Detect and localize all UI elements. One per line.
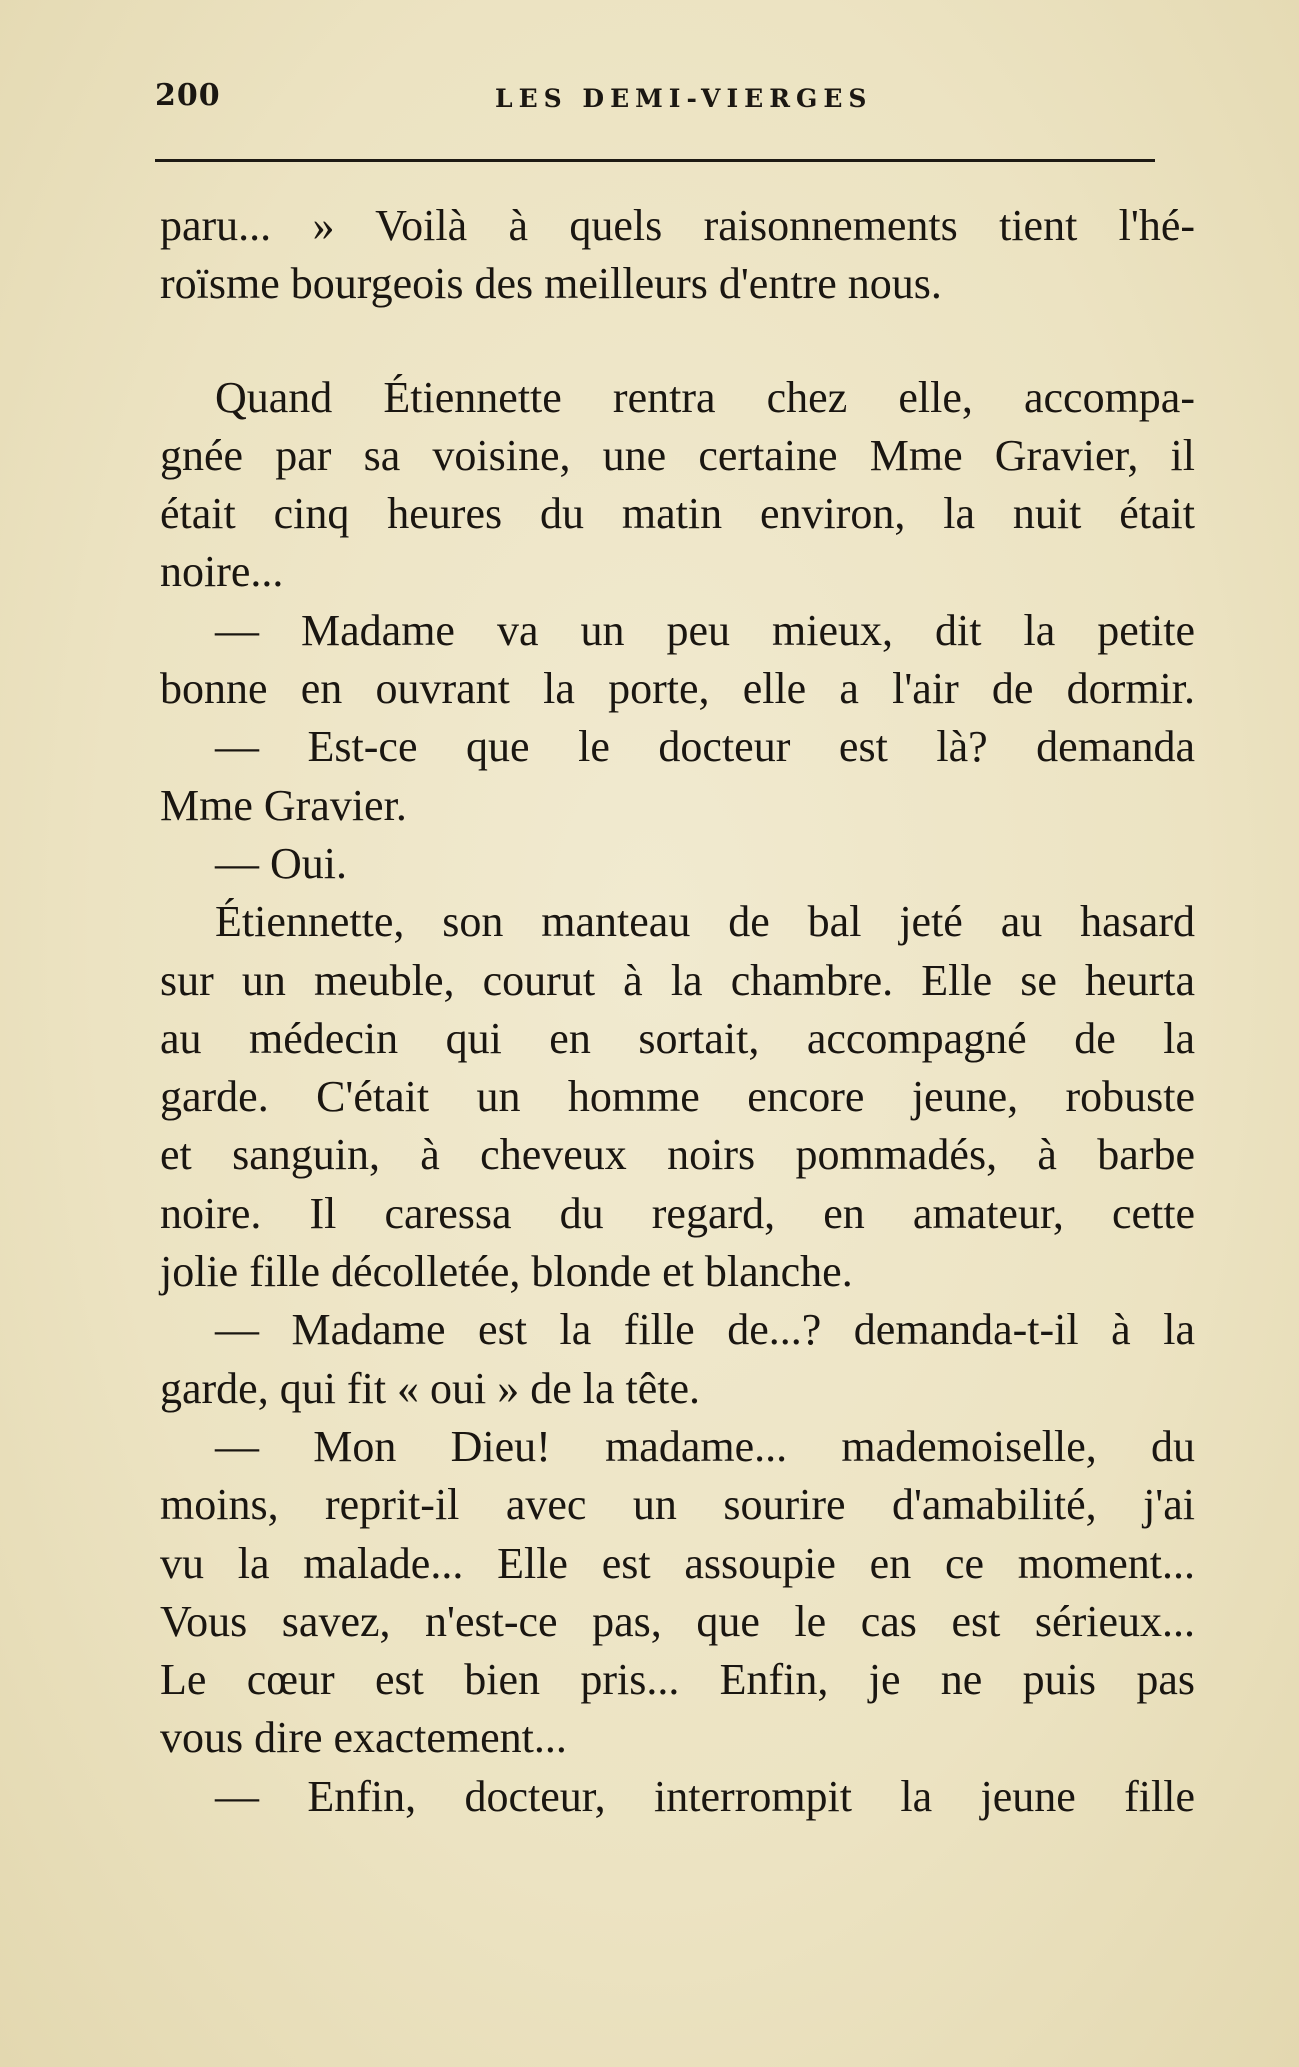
text-line: — Oui. xyxy=(215,838,347,888)
text-line: et sanguin, à cheveux noirs pommadés, à barbe xyxy=(160,1130,1195,1180)
text-line: Mme Gravier. xyxy=(160,780,407,830)
text-line: noire... xyxy=(160,547,284,597)
text-line: garde, qui fit « oui » de la tête. xyxy=(160,1363,701,1413)
text-line: Le cœur est bien pris... Enfin, je ne puis pas xyxy=(160,1655,1195,1705)
text-line: Étiennette, son manteau de bal jeté au hasard xyxy=(215,897,1195,947)
page-header xyxy=(155,78,1155,128)
header-rule xyxy=(155,159,1155,162)
text-line: — Madame est la fille de...? demanda-t-il à la xyxy=(215,1305,1195,1355)
running-title: LES DEMI-VIERGES xyxy=(495,84,873,113)
body-text xyxy=(160,197,1195,1826)
text-line: garde. C'était un homme encore jeune, robuste xyxy=(160,1072,1195,1122)
paragraph-gap xyxy=(160,314,1195,369)
text-line: Quand Étiennette rentra chez elle, accompa- xyxy=(215,372,1195,422)
text-line: — Enfin, docteur, interrompit la jeune fille xyxy=(215,1771,1195,1821)
text-line: gnée par sa voisine, une certaine Mme Gravier, il xyxy=(160,430,1195,480)
text-line: jolie fille décolletée, blonde et blanche. xyxy=(160,1247,853,1297)
page-number: 200 xyxy=(155,78,221,113)
text-line: Vous savez, n'est-ce pas, que le cas est sérieux... xyxy=(160,1596,1195,1646)
text-line: — Madame va un peu mieux, dit la petite xyxy=(215,605,1195,655)
text-line: vu la malade... Elle est assoupie en ce moment... xyxy=(160,1538,1195,1588)
text-line: était cinq heures du matin environ, la nuit était xyxy=(160,489,1195,539)
text-line: vous dire exactement... xyxy=(160,1713,567,1763)
text-line: — Mon Dieu! madame... mademoiselle, du xyxy=(215,1421,1195,1471)
text-line: moins, reprit-il avec un sourire d'amabilité, j'ai xyxy=(160,1480,1195,1530)
text-line: paru... » Voilà à quels raisonnements tient l'hé- xyxy=(160,201,1195,250)
text-line: — Est-ce que le docteur est là? demanda xyxy=(215,722,1195,772)
text-line: noire. Il caressa du regard, en amateur, cette xyxy=(160,1188,1195,1238)
text-line: au médecin qui en sortait, accompagné de la xyxy=(160,1013,1195,1063)
text-line: bonne en ouvrant la porte, elle a l'air de dormir. xyxy=(160,664,1195,714)
text-line: sur un meuble, courut à la chambre. Elle se heurta xyxy=(160,955,1195,1005)
text-line: roïsme bourgeois des meilleurs d'entre nous. xyxy=(160,259,942,309)
